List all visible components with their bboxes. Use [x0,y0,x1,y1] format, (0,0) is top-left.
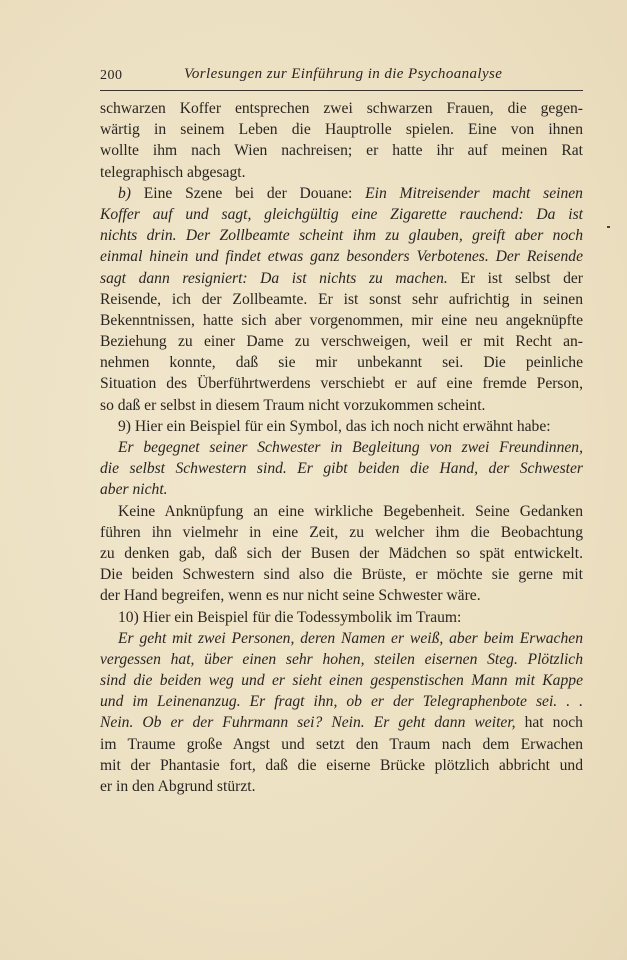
roman-text: 10) Hier ein Beispiel für die Todessymbolik im Traum: [118,608,462,626]
running-header [100,62,583,91]
italic-text: nichts drin. Der Zollbeamte scheint ihm zu glauben, greift aber noch [100,227,583,245]
roman-text: im Traume große Angst und setzt den Traum nach dem Erwachen [100,735,583,753]
roman-text: wollte ihm nach Wien nachreisen; er hatte ihr auf meinen Rat [100,142,583,160]
roman-text: wärtig in seinem Leben die Hauptrolle spielen. Eine von ihnen [100,121,583,139]
italic-text: sind die beiden weg und er sieht einen gespenstischen Mann mit Kappe [100,672,583,690]
roman-text: so daß er selbst in diesem Traum nicht vorzukommen scheint. [100,396,486,414]
roman-text: er in den Abgrund stürzt. [100,778,256,795]
text-line [100,501,583,522]
text-line [100,289,583,310]
italic-text: Er geht mit zwei Personen, deren Namen er weiß, aber beim Erwachen [118,629,583,647]
italic-text: Nein. Ob er der Fuhrmann sei? Nein. Er geht dann weiter, [100,714,516,732]
roman-text: nehmen konnte, daß sie mir unbekannt sei. Die peinliche [100,354,583,372]
text-line [100,310,583,331]
text-line [100,776,583,797]
roman-text: führen ihn vielmehr in eine Zeit, zu welcher ihm die Beobachtung [100,523,583,541]
text-line [100,670,583,691]
text-line [100,607,583,628]
italic-text: Er begegnet seiner Schwester in Begleitung von zwei Freundinnen, [118,439,583,456]
roman-text: 9) Hier ein Beispiel für ein Symbol, das ich noch nicht erwähnt habe: [118,417,551,435]
text-line [100,437,583,458]
running-title: Vorlesungen zur Einführung in die Psychoanalyse [184,66,503,82]
text-line [100,225,583,246]
text-line [100,649,583,670]
text-line [100,522,583,543]
text-line [100,331,583,352]
roman-text: Beziehung zu einer Dame zu verschweigen, weil er mit Recht an- [100,333,583,351]
text-line [100,479,583,500]
text-line [100,755,583,776]
text-line [100,395,583,416]
text-line [100,628,583,649]
page-number: 200 [100,68,123,83]
roman-text: Die beiden Schwestern sind also die Brüste, er möchte sie gerne mit [100,566,583,584]
roman-text: schwarzen Koffer entsprechen zwei schwarzen Frauen, die gegen- [100,100,583,117]
roman-text: der Hand begreifen, wenn es nur nicht seine Schwester wäre. [100,587,481,605]
italic-text: einmal hinein und findet etwas ganz besonders Verbotenes. Der Reisende [100,248,583,266]
italic-text: b) [118,184,131,202]
roman-text: Reisende, ich der Zollbeamte. Er ist sonst sehr aufrichtig in seinen [100,290,583,308]
roman-text: telegraphisch abgesagt. [100,163,246,181]
roman-text: Situation des Überführtwerdens verschiebt er auf eine fremde Person, [100,375,583,393]
italic-text: vergessen hat, über einen sehr hohen, steilen eisernen Steg. Plötzlich [100,650,583,668]
text-line [100,734,583,755]
text-line [100,564,583,585]
roman-text: mit der Phantasie fort, daß die eiserne Brücke plötzlich abbricht und [100,756,583,774]
roman-text: Bekenntnissen, hatte sich aber vorgenommen, mir eine neu angeknüpfte [100,311,583,329]
text-line [100,183,583,204]
italic-text: die selbst Schwestern sind. Er gibt beiden die Hand, der Schwester [100,460,583,478]
italic-text: Koffer auf und sagt, gleichgültig eine Zigarette rauchend: Da ist [100,205,583,223]
margin-mark [607,226,610,228]
italic-text: Ein Mitreisender macht seinen [365,184,583,202]
text-line [100,268,583,289]
body-text [100,98,583,797]
text-line [100,416,583,437]
text-line [100,98,583,119]
text-line [100,373,583,394]
text-line [100,119,583,140]
text-line [100,246,583,267]
text-line [100,458,583,479]
roman-text: Eine Szene bei der Douane: [131,184,366,202]
roman-text: Er ist selbst der [447,269,583,287]
roman-text: zu denken gab, daß sich der Busen der Mädchen so spät entwickelt. [100,544,583,562]
italic-text: sagt dann resigniert: Da ist nichts zu machen. [100,269,448,287]
roman-text: Keine Anknüpfung an eine wirkliche Begebenheit. Seine Gedanken [118,502,583,520]
text-line [100,352,583,373]
italic-text: aber nicht. [100,481,168,499]
text-line [100,140,583,161]
text-line [100,712,583,733]
text-line [100,204,583,225]
text-line [100,691,583,712]
text-line [100,585,583,606]
text-line [100,543,583,564]
text-line [100,162,583,183]
italic-text: und im Leinenanzug. Er fragt ihn, ob er der Telegraphenbote sei. . . [100,693,583,711]
roman-text: hat noch [515,714,583,732]
